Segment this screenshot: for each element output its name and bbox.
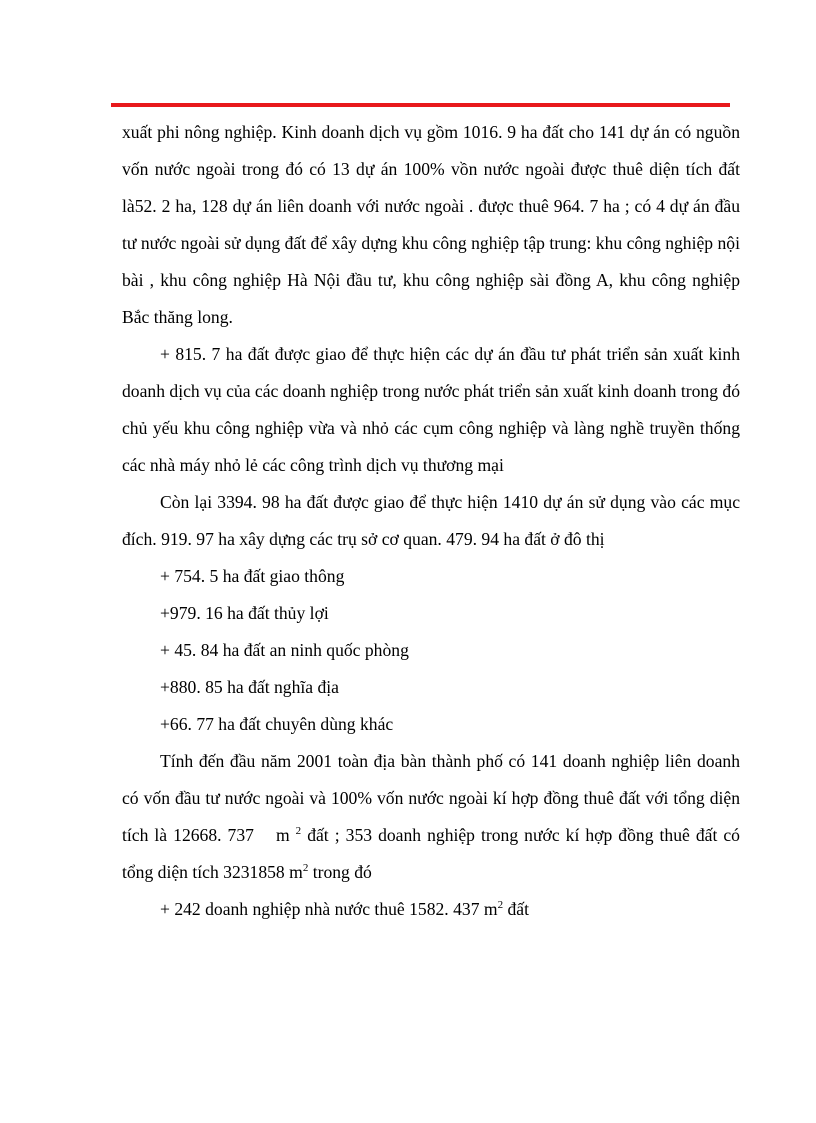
list-item: +66. 77 ha đất chuyên dùng khác <box>160 714 394 734</box>
paragraph-4-text-a: Tính đến đầu năm 2001 toàn địa bàn thành phố có 141 doanh nghiệp liên doanh có vốn đầu tư nước ngoài và 100% vốn nước ngoài kí hợp đồng thuê đất với tổng diện tích là 12668. 737 <box>122 751 740 845</box>
paragraph-5-text-a: + 242 doanh nghiệp nhà nước thuê 1582. 437 m <box>160 899 498 919</box>
paragraph-2: + 815. 7 ha đất được giao để thực hiện các dự án đầu tư phát triển sản xuất kinh doanh dịch vụ của các doanh nghiệp trong nước phát triển sản xuất kinh doanh trong đó chủ yếu khu công nghiệp vừa và nhỏ các cụm công nghiệp và làng nghề truyền thống các nhà máy nhỏ lẻ các công trình dịch vụ thương mại <box>122 344 740 475</box>
paragraph-1: xuất phi nông nghiệp. Kinh doanh dịch vụ gồm 1016. 9 ha đất cho 141 dự án có nguồn vốn nước ngoài trong đó có 13 dự án 100% vồn nước ngoài được thuê diện tích đất là52. 2 ha, 128 dự án liên doanh với nước ngoài . được thuê 964. 7 ha ; có 4 dự án đầu tư nước ngoài sử dụng đất để xây dựng khu công nghiệp tập trung: khu công nghiệp nội bài , khu công nghiệp Hà Nội đầu tư, khu công nghiệp sài đồng A, khu công nghiệp Bắc thăng long. <box>122 122 740 327</box>
unit-m: m <box>275 825 290 845</box>
paragraph-3: Còn lại 3394. 98 ha đất được giao để thực hiện 1410 dự án sử dụng vào các mục đích. 919. 97 ha xây dựng các trụ sở cơ quan. 479. 94 ha đất ở đô thị <box>122 492 740 549</box>
paragraph-5 <box>122 891 740 928</box>
superscript-2b: 2 <box>302 862 309 874</box>
document-body <box>122 114 740 928</box>
superscript-2: 2 <box>295 825 302 837</box>
paragraph-4-text-c: trong đó <box>308 862 372 882</box>
paragraph-5-text-b: đất <box>503 899 529 919</box>
paragraph-4-text-b: đất ; 353 doanh nghiệp trong nước kí hợp đồng thuê đất có tổng diện tích 3231858 m <box>122 825 740 882</box>
list-item: + 754. 5 ha đất giao thông <box>160 566 345 586</box>
list-item: +880. 85 ha đất nghĩa địa <box>160 677 339 697</box>
paragraph-4 <box>122 743 740 891</box>
list-item: + 45. 84 ha đất an ninh quốc phòng <box>160 640 409 660</box>
list-item: +979. 16 ha đất thủy lợi <box>160 603 329 623</box>
superscript-2c: 2 <box>497 899 504 911</box>
header-rule <box>111 103 730 107</box>
